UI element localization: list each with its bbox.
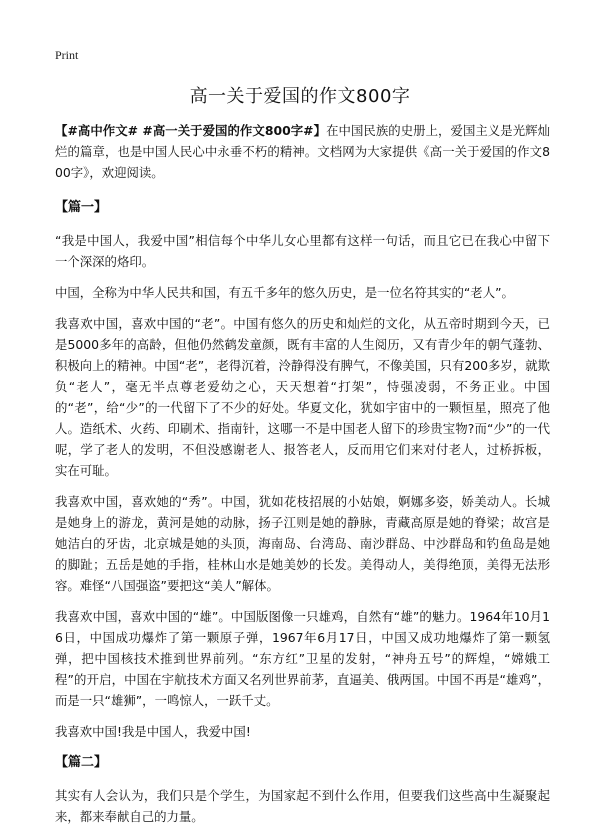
paragraph-1: “我是中国人，我爱中国”相信每个中华儿女心里都有这样一句话，而且它已在我心中留下一个深深的烙印。 <box>55 233 550 269</box>
section-heading-1: 【篇一】 <box>55 200 108 215</box>
article-body <box>55 120 550 837</box>
paragraph-5: 我喜欢中国，喜欢中国的“雄”。中国版图像一只雄鸡，自然有“雄”的魅力。1964年10月16日，中国成功爆炸了第一颗原子弹，1967年6月17日，中国又成功地爆炸了第一颗氢弹，把中国核技术推到世界前列。“东方红”卫星的发射，“神舟五号”的辉煌，“嫦娥工程”的开启，中国在宇航技术方面又名列世界前茅，直逼美、俄两国。中国不再是“雄鸡”，而是一只“雄狮”，一鸣惊人，一跃千丈。 <box>55 609 550 708</box>
paragraph-3: 我喜欢中国，喜欢中国的“老”。中国有悠久的历史和灿烂的文化，从五帝时期到今天，已是5000多年的高龄，但他仍然鹤发童颜，既有丰富的人生阅历，又有青少年的朝气蓬勃、积极向上的精神。中国“老”，老得沉着，泠静得没有脾气，不像美国，只有200多岁，就欺负“老人”，毫无半点尊老爱幼之心，天天想着“打架”，恃强凌弱，不务正业。中国的“老”，给“少”的一代留下了不少的好处。华夏文化，犹如宇宙中的一颗恒星，照亮了他人。造纸术、火药、印刷术、指南针，这哪一不是中国老人留下的珍贵宝物?而“少”的一代呢，学了老人的发明，不但没感谢老人、报答老人，反而用它们来对付老人，过桥拆板，实在可耻。 <box>55 316 550 478</box>
intro-paragraph <box>55 120 550 183</box>
intro-tag: 【#高中作文# #高一关于爱国的作文800字#】 <box>55 123 327 138</box>
paragraph-6: 我喜欢中国!我是中国人，我爱中国! <box>55 724 251 739</box>
paragraph-7: 其实有人会认为，我们只是个学生，为国家起不到什么作用，但要我们这些高中生凝聚起来，都来奉献自己的力量。 <box>55 788 550 824</box>
paragraph-2: 中国，全称为中华人民共和国，有五千多年的悠久历史，是一位名符其实的“老人”。 <box>55 285 514 300</box>
intro-text: 在中国民族的史册上，爱国主义是光辉灿烂的篇章，也是中国人民心中永垂不朽的精神。文档网为大家提供《高一关于爱国的作文800字》，欢迎阅读。 <box>55 123 550 180</box>
section-heading-2: 【篇二】 <box>55 755 108 770</box>
print-link[interactable]: Print <box>55 48 79 62</box>
article-title: 高一关于爱国的作文800字 <box>189 86 411 107</box>
paragraph-4: 我喜欢中国，喜欢她的“秀”。中国，犹如花枝招展的小姑娘，婀娜多姿，娇美动人。长城是她身上的游龙，黄河是她的动脉，扬子江则是她的静脉，青藏高原是她的脊梁；故宫是她洁白的牙齿，北京城是她的头顶，海南岛、台湾岛、南沙群岛、中沙群岛和钓鱼岛是她的脚趾；五岳是她的手指，桂林山水是她美妙的长发。美得动人，美得绝顶，美得无法形容。难怪“八国强盗”要把这“美人”解体。 <box>55 494 550 593</box>
